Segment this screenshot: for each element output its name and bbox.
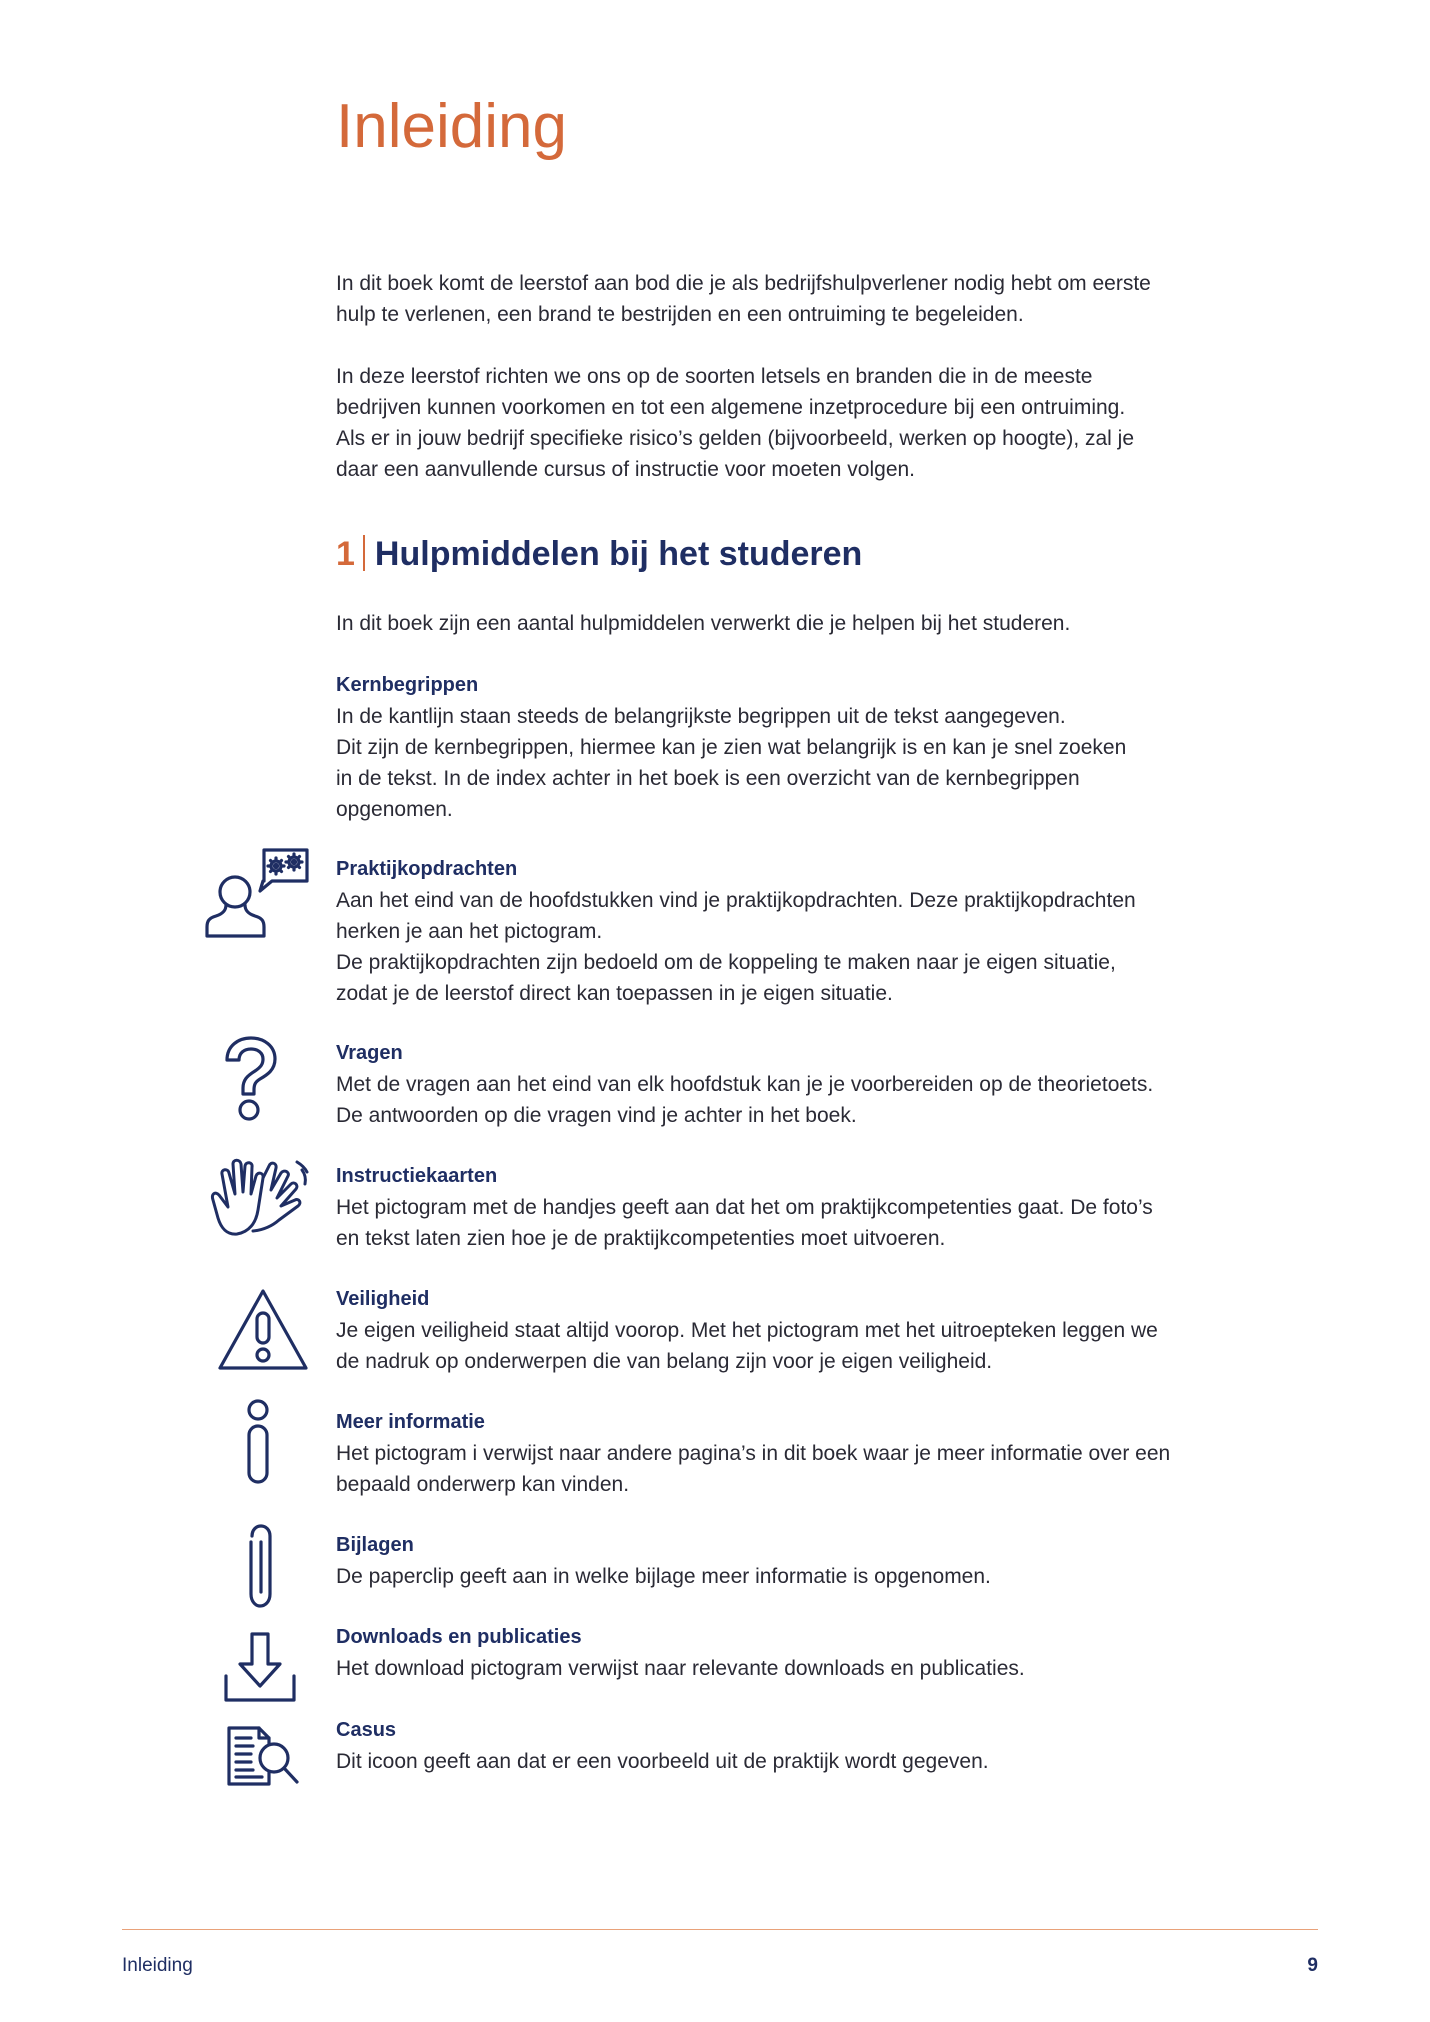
text-line: Het pictogram i verwijst naar andere pagina’s in dit boek waar je meer informatie over een — [336, 1442, 1171, 1465]
item-bijlagen — [336, 1530, 1336, 1592]
text-line: Dit icoon geeft aan dat er een voorbeeld uit de praktijk wordt gegeven. — [336, 1750, 989, 1773]
item-title: Kernbegrippen — [336, 674, 479, 696]
text-line: Je eigen veiligheid staat altijd voorop. Met het pictogram met het uitroepteken leggen we — [336, 1319, 1158, 1342]
text-line: in de tekst. In de index achter in het boek is een overzicht van de kernbegrippen — [336, 767, 1080, 790]
text-line: Aan het eind van de hoofdstukken vind je praktijkopdrachten. Deze praktijkopdrachten — [336, 889, 1136, 912]
text-line: herken je aan het pictogram. — [336, 920, 603, 943]
question-mark-icon — [200, 1030, 310, 1130]
text-line: opgenomen. — [336, 798, 453, 821]
item-title: Vragen — [336, 1042, 403, 1064]
item-body — [336, 1315, 1336, 1377]
item-body — [336, 1192, 1336, 1254]
text-line: Het pictogram met de handjes geeft aan dat het om praktijkcompetenties gaat. De foto’s — [336, 1196, 1153, 1219]
item-title: Veiligheid — [336, 1288, 430, 1310]
text-line: Dit zijn de kernbegrippen, hiermee kan je zien wat belangrijk is en kan je snel zoeken — [336, 736, 1127, 759]
paperclip-icon — [235, 1520, 345, 1620]
item-title: Downloads en publicaties — [336, 1626, 582, 1648]
intro-paragraph-2 — [336, 361, 1336, 485]
item-title: Meer informatie — [336, 1411, 485, 1433]
document-search-icon — [225, 1722, 335, 1822]
item-body — [336, 1653, 1336, 1684]
item-instructiekaarten — [336, 1161, 1336, 1254]
text-line: In de kantlijn staan steeds de belangrijkste begrippen uit de tekst aangegeven. — [336, 705, 1066, 728]
text-line: De antwoorden op die vragen vind je achter in het boek. — [336, 1104, 857, 1127]
item-praktijkopdrachten — [336, 854, 1336, 1009]
section-title: Hulpmiddelen bij het studeren — [374, 535, 863, 573]
text-line: bepaald onderwerp kan vinden. — [336, 1473, 630, 1496]
item-meer-informatie — [336, 1407, 1336, 1500]
section-heading — [336, 534, 862, 574]
item-body — [336, 701, 1336, 825]
item-body — [336, 1438, 1336, 1500]
person-gears-icon — [200, 845, 310, 945]
text-line: hulp te verlenen, een brand te bestrijden en een ontruiming te begeleiden. — [336, 303, 1024, 326]
text-line: de nadruk op onderwerpen die van belang zijn voor je eigen veiligheid. — [336, 1350, 993, 1373]
text-line: zodat je de leerstof direct kan toepassen in je eigen situatie. — [336, 982, 893, 1005]
text-line: In deze leerstof richten we ons op de soorten letsels en branden die in de meeste — [336, 365, 1093, 388]
text-line: daar een aanvullende cursus of instructie voor moeten volgen. — [336, 458, 916, 481]
text-line: Als er in jouw bedrijf specifieke risico’s gelden (bijvoorbeeld, werken op hoogte), zal je — [336, 427, 1135, 450]
text-line: Met de vragen aan het eind van elk hoofdstuk kan je je voorbereiden op de theorietoets. — [336, 1073, 1154, 1096]
footer-divider — [122, 1929, 1318, 1930]
item-title: Bijlagen — [336, 1534, 414, 1556]
page-number: 9 — [1307, 1955, 1318, 1976]
item-veiligheid — [336, 1284, 1336, 1377]
text-line: bedrijven kunnen voorkomen en tot een algemene inzetprocedure bij een ontruiming. — [336, 396, 1126, 419]
item-title: Instructiekaarten — [336, 1165, 498, 1187]
page-title: Inleiding — [336, 92, 567, 161]
item-title: Praktijkopdrachten — [336, 858, 518, 880]
text-line: In dit boek komt de leerstof aan bod die je als bedrijfshulpverlener nodig hebt om eerste — [336, 272, 1151, 295]
intro-paragraph-1 — [336, 268, 1336, 330]
item-body — [336, 885, 1336, 1009]
text-line: Het download pictogram verwijst naar relevante downloads en publicaties. — [336, 1657, 1025, 1680]
item-body — [336, 1561, 1336, 1592]
item-title: Casus — [336, 1719, 397, 1741]
section-number: 1 — [336, 535, 355, 573]
item-body — [336, 1069, 1336, 1131]
item-downloads-en-publicaties — [336, 1622, 1336, 1684]
item-kernbegrippen — [336, 670, 1336, 825]
item-casus — [336, 1715, 1336, 1777]
item-body — [336, 1746, 1336, 1777]
text-line: De praktijkopdrachten zijn bedoeld om de koppeling te maken naar je eigen situatie, — [336, 951, 1116, 974]
footer-chapter-label: Inleiding — [122, 1955, 193, 1976]
download-icon — [222, 1630, 332, 1730]
item-vragen — [336, 1038, 1336, 1131]
info-icon — [235, 1398, 345, 1498]
section-divider — [363, 535, 365, 571]
warning-triangle-icon — [218, 1285, 328, 1385]
text-line: en tekst laten zien hoe je de praktijkcompetenties moet uitvoeren. — [336, 1227, 946, 1250]
section-intro: In dit boek zijn een aantal hulpmiddelen verwerkt die je helpen bij het studeren. — [336, 612, 1071, 635]
hands-icon — [205, 1148, 315, 1248]
text-line: De paperclip geeft aan in welke bijlage meer informatie is opgenomen. — [336, 1565, 991, 1588]
